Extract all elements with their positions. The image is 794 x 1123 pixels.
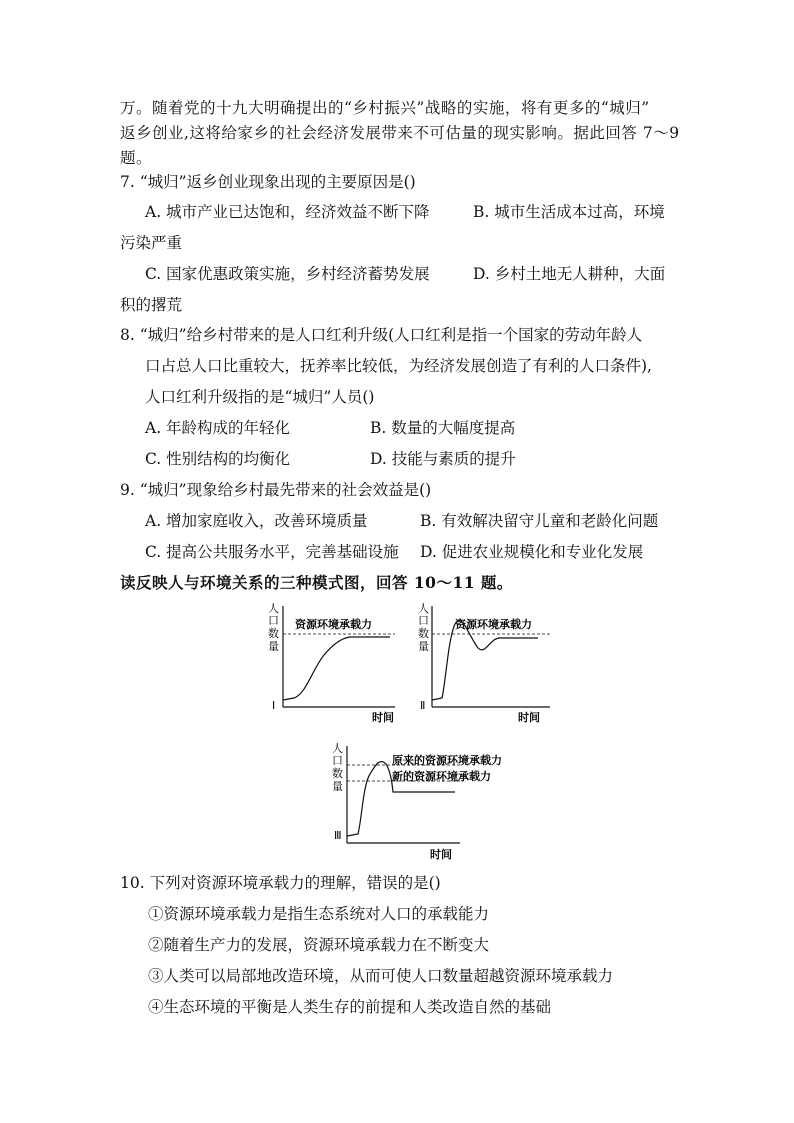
- q8-option-c: C. 性别结构的均衡化: [145, 450, 291, 468]
- q10-option-4: ④生态环境的平衡是人类生存的前提和人类改造自然的基础: [148, 998, 552, 1016]
- y-label-char: 人: [418, 602, 429, 615]
- y-label-char: 口: [268, 614, 279, 627]
- mode-label: Ⅰ: [272, 699, 276, 712]
- q8-stem-3: 人口红利升级指的是“城归”人员(): [145, 388, 375, 406]
- new-capacity-label: 新的资源环境承载力: [392, 770, 491, 783]
- diagram-mode-1: [250, 600, 400, 725]
- y-label-char: 口: [418, 614, 429, 627]
- carrying-capacity-label: 资源环境承载力: [295, 618, 372, 631]
- q10-option-2: ②随着生产力的发展，资源环境承载力在不断变大: [148, 936, 490, 954]
- y-label-char: 数: [268, 627, 279, 640]
- y-label-char: 口: [332, 754, 343, 767]
- mode-label: Ⅱ: [420, 699, 426, 712]
- q8-option-b: B. 数量的大幅度提高: [370, 419, 516, 437]
- q9-option-b: B. 有效解决留守儿童和老龄化问题: [420, 512, 659, 530]
- population-curve: [432, 621, 538, 700]
- q9-option-a: A. 增加家庭收入，改善环境质量: [145, 512, 368, 530]
- intro-line-3: 题。: [120, 149, 153, 167]
- x-label: 时间: [430, 848, 452, 861]
- q7-option-b: B. 城市生活成本过高，环境: [473, 203, 665, 221]
- original-capacity-label: 原来的资源环境承载力: [392, 754, 502, 767]
- mode-label: Ⅲ: [334, 829, 342, 842]
- diagram-mode-2: [410, 600, 560, 725]
- q7-option-b-cont: 污染严重: [120, 234, 183, 252]
- q8-option-d: D. 技能与素质的提升: [370, 450, 516, 468]
- y-label-char: 人: [268, 602, 279, 615]
- q7-option-d-cont: 积的撂荒: [120, 296, 183, 314]
- q8-stem-2: 口占总人口比重较大，抚养率比较低，为经济发展创造了有利的人口条件),: [145, 357, 652, 375]
- y-label-char: 数: [332, 767, 343, 780]
- q10-option-3: ③人类可以局部地改造环境，从而可使人口数量超越资源环境承载力: [148, 967, 614, 985]
- q9-option-c: C. 提高公共服务水平，完善基础设施: [145, 543, 399, 561]
- q10-stem: 10. 下列对资源环境承载力的理解，错误的是(): [120, 874, 441, 892]
- section-header: 读反映人与环境关系的三种模式图，回答 10～11 题。: [120, 573, 513, 592]
- intro-line-1: 万。随着党的十九大明确提出的“乡村振兴”战略的实施，将有更多的“城归”: [120, 99, 650, 117]
- q7-option-c: C. 国家优惠政策实施，乡村经济蓄势发展: [145, 265, 430, 283]
- x-label: 时间: [372, 711, 394, 724]
- population-curve: [283, 637, 390, 700]
- q9-stem: 9. “城归”现象给乡村最先带来的社会效益是(): [120, 481, 432, 499]
- intro-line-2: 返乡创业,这将给家乡的社会经济发展带来不可估量的现实影响。据此回答 7～9: [120, 124, 680, 142]
- y-label-char: 人: [332, 742, 343, 755]
- y-label-char: 量: [332, 780, 343, 793]
- y-label-char: 数: [418, 627, 429, 640]
- y-label-char: 量: [268, 640, 279, 653]
- q7-option-d: D. 乡村土地无人耕种，大面: [473, 265, 666, 283]
- x-label: 时间: [518, 711, 540, 724]
- diagram-mode-3: [300, 740, 530, 865]
- q8-stem-1: 8. “城归”给乡村带来的是人口红利升级(人口红利是指一个国家的劳动年龄人: [120, 326, 643, 344]
- q10-option-1: ①资源环境承载力是指生态系统对人口的承载能力: [148, 905, 490, 923]
- q7-option-a: A. 城市产业已达饱和，经济效益不断下降: [145, 203, 430, 221]
- carrying-capacity-label: 资源环境承载力: [455, 618, 532, 631]
- q8-option-a: A. 年龄构成的年轻化: [145, 419, 291, 437]
- y-label-char: 量: [418, 640, 429, 653]
- q7-stem: 7. “城归”返乡创业现象出现的主要原因是(): [120, 173, 416, 191]
- q9-option-d: D. 促进农业规模化和专业化发展: [420, 543, 644, 561]
